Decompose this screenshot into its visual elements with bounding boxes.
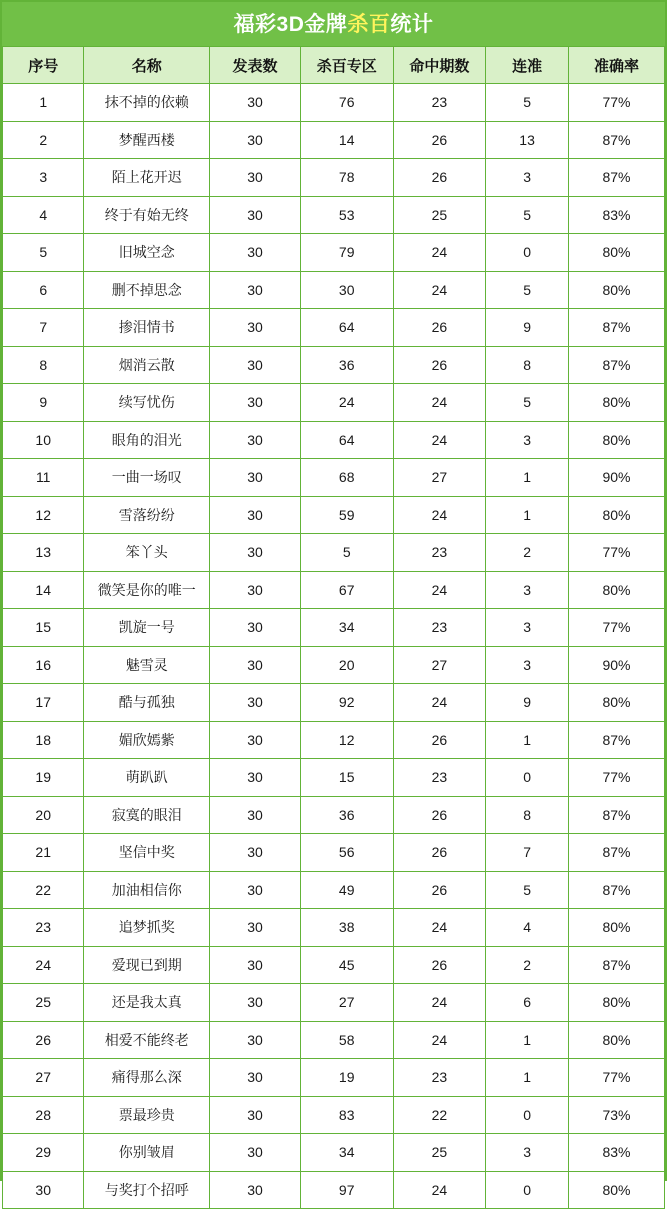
cell-hit-periods: 26 [393,721,486,759]
cell-hit-periods: 25 [393,196,486,234]
cell-post-count: 30 [210,121,301,159]
cell-post-count: 30 [210,159,301,197]
cell-post-count: 30 [210,721,301,759]
cell-index: 8 [3,346,84,384]
cell-hit-periods: 26 [393,121,486,159]
page-title-accent: 杀百 [347,12,391,36]
cell-accuracy: 87% [568,121,664,159]
cell-hit-periods: 24 [393,496,486,534]
cell-zone: 27 [300,984,393,1022]
cell-post-count: 30 [210,984,301,1022]
table-row [3,1171,665,1209]
table-row [3,159,665,197]
table-row [3,609,665,647]
table-row [3,84,665,122]
statistics-table [2,46,665,1209]
page-title-prefix: 福彩3D金牌 [233,12,348,36]
cell-post-count: 30 [210,459,301,497]
cell-name: 票最珍贵 [84,1096,210,1134]
cell-zone: 67 [300,571,393,609]
cell-index: 21 [3,834,84,872]
cell-hit-periods: 26 [393,834,486,872]
cell-streak: 0 [486,1171,569,1209]
table-row [3,721,665,759]
table-row [3,571,665,609]
cell-zone: 12 [300,721,393,759]
cell-streak: 7 [486,834,569,872]
cell-hit-periods: 23 [393,84,486,122]
cell-hit-periods: 26 [393,309,486,347]
cell-post-count: 30 [210,796,301,834]
table-row [3,759,665,797]
table-header-row [3,47,665,84]
cell-index: 29 [3,1134,84,1172]
cell-name: 媚欣嫣紫 [84,721,210,759]
cell-accuracy: 87% [568,946,664,984]
cell-hit-periods: 27 [393,646,486,684]
cell-zone: 64 [300,309,393,347]
cell-accuracy: 80% [568,384,664,422]
cell-zone: 5 [300,534,393,572]
table-row [3,271,665,309]
cell-streak: 0 [486,1096,569,1134]
table-row [3,1059,665,1097]
cell-zone: 20 [300,646,393,684]
table-row [3,121,665,159]
cell-hit-periods: 26 [393,871,486,909]
cell-zone: 58 [300,1021,393,1059]
cell-zone: 56 [300,834,393,872]
cell-accuracy: 80% [568,421,664,459]
cell-zone: 15 [300,759,393,797]
cell-index: 4 [3,196,84,234]
cell-accuracy: 80% [568,984,664,1022]
cell-streak: 3 [486,646,569,684]
cell-accuracy: 80% [568,1171,664,1209]
column-header-streak: 连准 [486,47,569,84]
table-row [3,1134,665,1172]
cell-hit-periods: 24 [393,1021,486,1059]
cell-name: 与奖打个招呼 [84,1171,210,1209]
cell-streak: 3 [486,1134,569,1172]
cell-index: 3 [3,159,84,197]
cell-accuracy: 90% [568,459,664,497]
table-row [3,684,665,722]
cell-streak: 1 [486,721,569,759]
cell-hit-periods: 23 [393,759,486,797]
cell-post-count: 30 [210,1021,301,1059]
cell-streak: 3 [486,609,569,647]
cell-name: 梦醒西楼 [84,121,210,159]
table-row [3,534,665,572]
table-body [3,84,665,1209]
column-header-hit-periods: 命中期数 [393,47,486,84]
cell-name: 笨丫头 [84,534,210,572]
cell-index: 13 [3,534,84,572]
cell-name: 终于有始无终 [84,196,210,234]
cell-name: 寂寞的眼泪 [84,796,210,834]
table-row [3,1096,665,1134]
cell-hit-periods: 27 [393,459,486,497]
cell-accuracy: 90% [568,646,664,684]
cell-index: 15 [3,609,84,647]
cell-accuracy: 83% [568,1134,664,1172]
cell-streak: 8 [486,346,569,384]
cell-name: 还是我太真 [84,984,210,1022]
cell-hit-periods: 23 [393,609,486,647]
table-row [3,984,665,1022]
cell-post-count: 30 [210,909,301,947]
cell-post-count: 30 [210,421,301,459]
cell-name: 相爱不能终老 [84,1021,210,1059]
cell-streak: 0 [486,759,569,797]
cell-accuracy: 80% [568,571,664,609]
cell-streak: 2 [486,946,569,984]
cell-index: 12 [3,496,84,534]
table-row [3,796,665,834]
cell-streak: 9 [486,309,569,347]
cell-post-count: 30 [210,1134,301,1172]
cell-streak: 5 [486,871,569,909]
table-row [3,459,665,497]
cell-streak: 9 [486,684,569,722]
table-row [3,421,665,459]
table-row [3,309,665,347]
cell-streak: 2 [486,534,569,572]
column-header-name: 名称 [84,47,210,84]
cell-streak: 0 [486,234,569,272]
cell-post-count: 30 [210,196,301,234]
cell-zone: 53 [300,196,393,234]
table-row [3,834,665,872]
table-row [3,1021,665,1059]
cell-accuracy: 87% [568,309,664,347]
cell-zone: 92 [300,684,393,722]
cell-hit-periods: 24 [393,384,486,422]
cell-post-count: 30 [210,1059,301,1097]
cell-streak: 1 [486,1021,569,1059]
cell-accuracy: 80% [568,271,664,309]
cell-zone: 36 [300,346,393,384]
cell-hit-periods: 24 [393,271,486,309]
column-header-accuracy: 准确率 [568,47,664,84]
cell-post-count: 30 [210,1171,301,1209]
cell-name: 萌趴趴 [84,759,210,797]
cell-zone: 36 [300,796,393,834]
cell-accuracy: 80% [568,496,664,534]
cell-zone: 68 [300,459,393,497]
cell-post-count: 30 [210,309,301,347]
cell-index: 6 [3,271,84,309]
cell-zone: 30 [300,271,393,309]
cell-post-count: 30 [210,684,301,722]
cell-post-count: 30 [210,759,301,797]
cell-index: 24 [3,946,84,984]
cell-name: 你别皱眉 [84,1134,210,1172]
cell-post-count: 30 [210,571,301,609]
table-row [3,196,665,234]
cell-accuracy: 80% [568,909,664,947]
cell-index: 19 [3,759,84,797]
cell-accuracy: 80% [568,234,664,272]
cell-accuracy: 87% [568,796,664,834]
cell-accuracy: 80% [568,1021,664,1059]
table-row [3,234,665,272]
cell-post-count: 30 [210,346,301,384]
cell-index: 2 [3,121,84,159]
cell-post-count: 30 [210,234,301,272]
cell-name: 删不掉思念 [84,271,210,309]
cell-streak: 5 [486,84,569,122]
cell-accuracy: 87% [568,346,664,384]
cell-accuracy: 77% [568,609,664,647]
cell-index: 5 [3,234,84,272]
cell-name: 掺泪情书 [84,309,210,347]
cell-zone: 97 [300,1171,393,1209]
cell-name: 烟消云散 [84,346,210,384]
cell-hit-periods: 23 [393,1059,486,1097]
cell-name: 加油相信你 [84,871,210,909]
cell-post-count: 30 [210,946,301,984]
cell-name: 抹不掉的依赖 [84,84,210,122]
cell-index: 30 [3,1171,84,1209]
cell-accuracy: 77% [568,534,664,572]
cell-zone: 78 [300,159,393,197]
cell-accuracy: 80% [568,684,664,722]
cell-hit-periods: 24 [393,571,486,609]
cell-name: 雪落纷纷 [84,496,210,534]
cell-post-count: 30 [210,871,301,909]
cell-name: 魅雪灵 [84,646,210,684]
cell-index: 27 [3,1059,84,1097]
cell-zone: 14 [300,121,393,159]
cell-hit-periods: 22 [393,1096,486,1134]
page-title [234,14,434,35]
cell-zone: 19 [300,1059,393,1097]
cell-hit-periods: 24 [393,234,486,272]
cell-name: 一曲一场叹 [84,459,210,497]
cell-zone: 34 [300,609,393,647]
cell-name: 凯旋一号 [84,609,210,647]
cell-hit-periods: 24 [393,909,486,947]
table-row [3,909,665,947]
cell-post-count: 30 [210,609,301,647]
cell-streak: 1 [486,459,569,497]
cell-index: 10 [3,421,84,459]
cell-hit-periods: 24 [393,684,486,722]
cell-zone: 83 [300,1096,393,1134]
cell-accuracy: 87% [568,159,664,197]
cell-streak: 3 [486,421,569,459]
cell-streak: 5 [486,271,569,309]
cell-streak: 13 [486,121,569,159]
cell-zone: 45 [300,946,393,984]
cell-name: 酷与孤独 [84,684,210,722]
cell-accuracy: 87% [568,871,664,909]
cell-streak: 6 [486,984,569,1022]
cell-streak: 5 [486,384,569,422]
cell-hit-periods: 26 [393,159,486,197]
cell-index: 9 [3,384,84,422]
cell-name: 追梦抓奖 [84,909,210,947]
table-row [3,871,665,909]
cell-index: 26 [3,1021,84,1059]
table-row [3,384,665,422]
cell-streak: 1 [486,1059,569,1097]
cell-accuracy: 77% [568,1059,664,1097]
cell-post-count: 30 [210,496,301,534]
cell-index: 23 [3,909,84,947]
cell-post-count: 30 [210,534,301,572]
cell-index: 16 [3,646,84,684]
cell-hit-periods: 26 [393,946,486,984]
cell-accuracy: 87% [568,721,664,759]
cell-name: 眼角的泪光 [84,421,210,459]
cell-hit-periods: 24 [393,421,486,459]
table-header [3,47,665,84]
cell-index: 18 [3,721,84,759]
cell-hit-periods: 24 [393,984,486,1022]
cell-zone: 34 [300,1134,393,1172]
cell-streak: 8 [486,796,569,834]
cell-zone: 76 [300,84,393,122]
cell-zone: 59 [300,496,393,534]
cell-name: 微笑是你的唯一 [84,571,210,609]
cell-index: 1 [3,84,84,122]
table-row [3,946,665,984]
cell-hit-periods: 24 [393,1171,486,1209]
column-header-zone: 杀百专区 [300,47,393,84]
cell-streak: 3 [486,571,569,609]
cell-post-count: 30 [210,84,301,122]
cell-streak: 1 [486,496,569,534]
cell-name: 痛得那么深 [84,1059,210,1097]
cell-index: 17 [3,684,84,722]
cell-zone: 49 [300,871,393,909]
cell-hit-periods: 26 [393,346,486,384]
table-row [3,496,665,534]
page-title-suffix: 统计 [390,12,434,36]
cell-streak: 4 [486,909,569,947]
cell-index: 20 [3,796,84,834]
column-header-post-count: 发表数 [210,47,301,84]
cell-name: 爱现已到期 [84,946,210,984]
cell-name: 旧城空念 [84,234,210,272]
cell-name: 续写忧伤 [84,384,210,422]
table-row [3,346,665,384]
cell-accuracy: 83% [568,196,664,234]
cell-hit-periods: 23 [393,534,486,572]
table-row [3,646,665,684]
cell-zone: 79 [300,234,393,272]
cell-index: 25 [3,984,84,1022]
cell-hit-periods: 26 [393,796,486,834]
column-header-index: 序号 [3,47,84,84]
cell-index: 7 [3,309,84,347]
cell-hit-periods: 25 [393,1134,486,1172]
cell-post-count: 30 [210,646,301,684]
cell-streak: 5 [486,196,569,234]
cell-post-count: 30 [210,1096,301,1134]
cell-index: 14 [3,571,84,609]
cell-streak: 3 [486,159,569,197]
cell-accuracy: 77% [568,759,664,797]
cell-index: 22 [3,871,84,909]
cell-name: 陌上花开迟 [84,159,210,197]
cell-accuracy: 87% [568,834,664,872]
cell-accuracy: 77% [568,84,664,122]
cell-accuracy: 73% [568,1096,664,1134]
cell-post-count: 30 [210,834,301,872]
cell-zone: 64 [300,421,393,459]
cell-zone: 24 [300,384,393,422]
cell-index: 28 [3,1096,84,1134]
page-title-bar [2,2,665,46]
cell-post-count: 30 [210,384,301,422]
cell-name: 坚信中奖 [84,834,210,872]
cell-zone: 38 [300,909,393,947]
cell-index: 11 [3,459,84,497]
cell-post-count: 30 [210,271,301,309]
